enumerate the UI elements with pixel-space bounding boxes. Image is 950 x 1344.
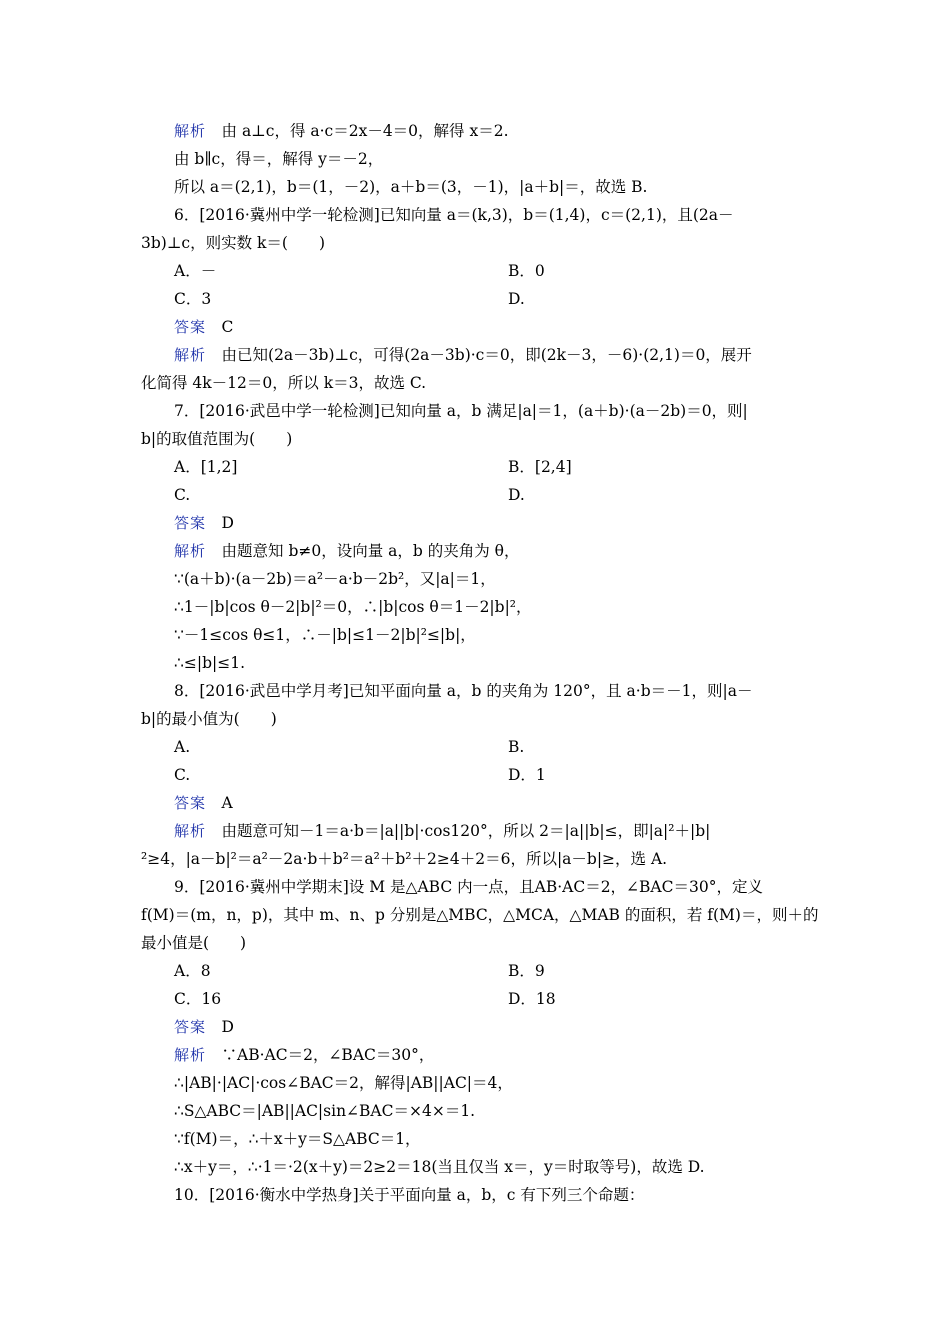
text-line: ∴x＋y＝，∴·1＝·2(x＋y)＝2≥2＝18(当且仅当 x＝，y＝时取等号)，故选 D. — [174, 1158, 705, 1176]
option-b: B．9 — [508, 962, 545, 980]
answer-label: 答案 — [174, 514, 207, 532]
question-9-stem: 9．[2016·冀州中学期末]设 M 是△ABC 内一点，且AB·AC＝2，∠BAC＝30°，定义 — [174, 878, 763, 896]
option-d: D. — [508, 486, 525, 504]
analysis-label: 解析 — [174, 542, 207, 560]
text-line: ²≥4，|a－b|²＝a²－2a·b＋b²＝a²＋b²＋2≥4＋2＝6，所以|a－b|≥，选 A. — [141, 850, 668, 868]
text-line: ∵(a＋b)·(a－2b)＝a²－a·b－2b²，又|a|＝1， — [174, 570, 496, 588]
option-c: C. — [174, 486, 191, 504]
answer-line: 答案 C — [174, 318, 234, 336]
option-d: D．18 — [508, 990, 556, 1008]
text-line: ∵－1≤cos θ≤1，∴－|b|≤1－2|b|²≤|b|， — [174, 626, 476, 644]
analysis-label: 解析 — [174, 122, 207, 140]
text-line: ∴1－|b|cos θ－2|b|²＝0，∴|b|cos θ＝1－2|b|²， — [174, 598, 532, 616]
analysis-label: 解析 — [174, 1046, 207, 1064]
text-line: 所以 a＝(2,1)，b＝(1，－2)，a＋b＝(3，－1)，|a＋b|＝，故选 B. — [174, 178, 648, 196]
text-line: 解析 由已知(2a－3b)⊥c，可得(2a－3b)·c＝0，即(2k－3，－6)·(2,1)＝0，展开 — [174, 346, 752, 364]
option-a: A．8 — [174, 962, 211, 980]
option-c: C. — [174, 766, 191, 784]
question-7-stem: 7．[2016·武邑中学一轮检测]已知向量 a，b 满足|a|＝1，(a＋b)·(a－2b)＝0，则| — [174, 402, 748, 420]
option-a: A. — [174, 738, 191, 756]
option-a: A．[1,2] — [174, 458, 238, 476]
option-c: C．3 — [174, 290, 212, 308]
text-line: f(M)＝(m，n，p)，其中 m、n、p 分别是△MBC，△MCA，△MAB 的面积，若 f(M)＝，则＋的 — [141, 906, 819, 924]
answer-label: 答案 — [174, 794, 207, 812]
text-line: 最小值是( ) — [141, 934, 247, 952]
option-c: C．16 — [174, 990, 222, 1008]
text-line: 化简得 4k－12＝0，所以 k＝3，故选 C. — [141, 374, 427, 392]
question-6-stem: 6．[2016·冀州中学一轮检测]已知向量 a＝(k,3)，b＝(1,4)，c＝(2,1)，且(2a－ — [174, 206, 734, 224]
question-8-stem: 8．[2016·武邑中学月考]已知平面向量 a，b 的夹角为 120°，且 a·b＝－1，则|a－ — [174, 682, 753, 700]
text-line: b|的取值范围为( ) — [141, 430, 293, 448]
option-b: B. — [508, 738, 525, 756]
text-line: b|的最小值为( ) — [141, 710, 277, 728]
analysis-label: 解析 — [174, 822, 207, 840]
answer-line: 答案 A — [174, 794, 233, 812]
option-d: D. — [508, 290, 525, 308]
answer-line: 答案 D — [174, 1018, 234, 1036]
text-line: 解析 由题意知 b≠0，设向量 a，b 的夹角为 θ， — [174, 542, 520, 560]
text-line: ∴S△ABC＝|AB||AC|sin∠BAC＝×4×＝1. — [174, 1102, 476, 1120]
answer-line: 答案 D — [174, 514, 234, 532]
text-line: 解析 ∵AB·AC＝2，∠BAC＝30°， — [174, 1046, 435, 1064]
answer-label: 答案 — [174, 1018, 207, 1036]
text-line: 解析 由 a⊥c，得 a·c＝2x－4＝0，解得 x＝2. — [174, 122, 509, 140]
text-line: 由 b∥c，得＝，解得 y＝－2， — [174, 150, 384, 168]
text-line: ∴≤|b|≤1. — [174, 654, 245, 672]
option-b: B．[2,4] — [508, 458, 572, 476]
text-line: 解析 由题意可知－1＝a·b＝|a||b|·cos120°，所以 2＝|a||b|≤，即|a|²＋|b| — [174, 822, 711, 840]
text-line: 3b)⊥c，则实数 k＝( ) — [141, 234, 326, 252]
text-line: ∵f(M)＝，∴＋x＋y＝S△ABC＝1， — [174, 1130, 421, 1148]
analysis-label: 解析 — [174, 346, 207, 364]
question-10-stem: 10．[2016·衡水中学热身]关于平面向量 a，b，c 有下列三个命题： — [174, 1186, 645, 1204]
option-b: B．0 — [508, 262, 545, 280]
option-d: D．1 — [508, 766, 546, 784]
text-line: ∴|AB|·|AC|·cos∠BAC＝2，解得|AB||AC|＝4， — [174, 1074, 513, 1092]
answer-label: 答案 — [174, 318, 207, 336]
option-a: A．－ — [174, 262, 217, 280]
